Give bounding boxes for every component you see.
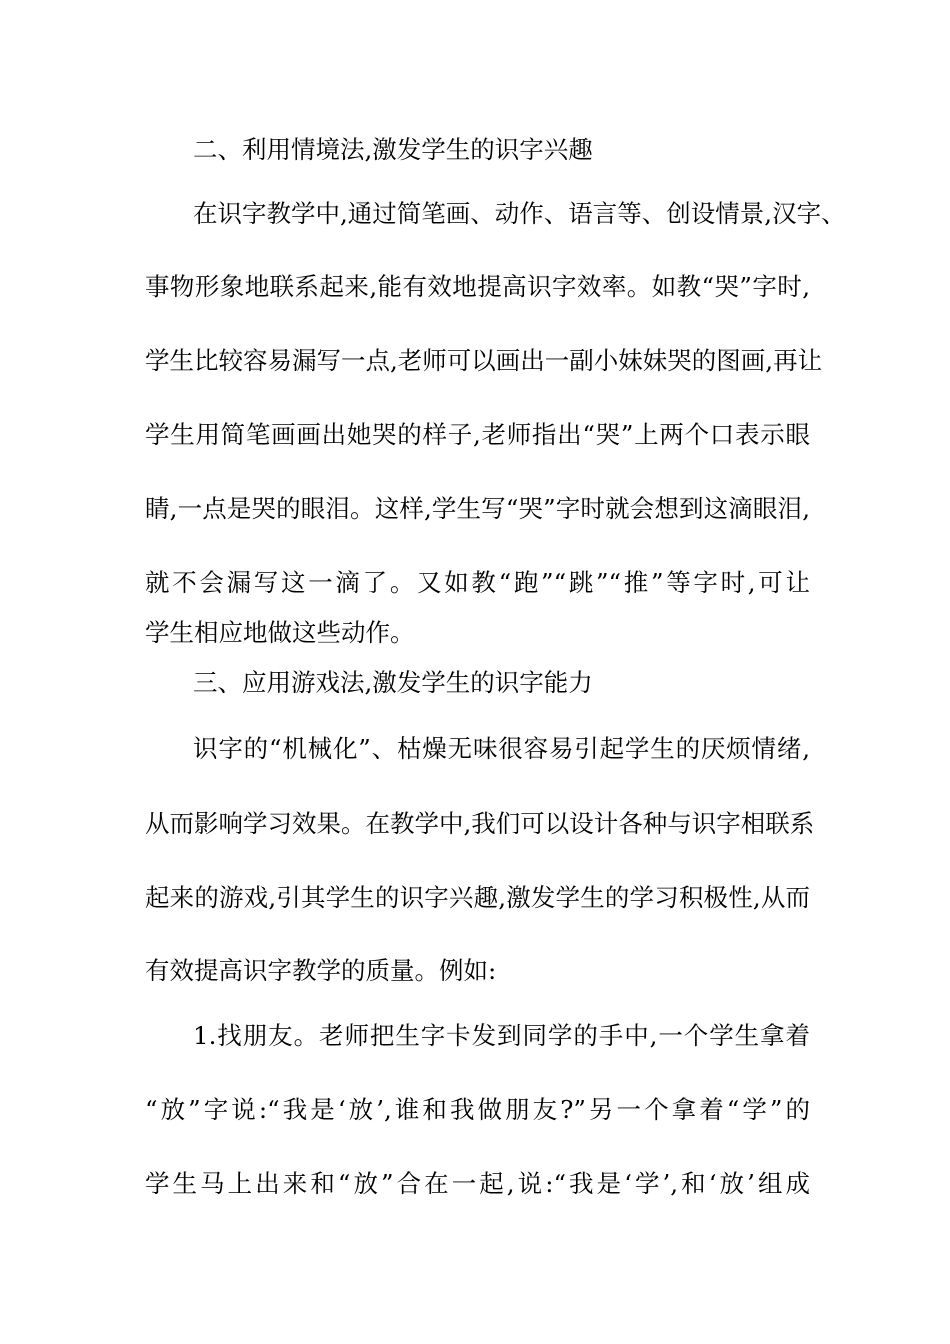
paragraph-line: 就不会漏写这一滴了。又如教“跑”“跳”“推”等字时,可让 (145, 568, 810, 597)
paragraph-line: 在识字教学中,通过简笔画、动作、语言等、创设情景,汉字、 (193, 199, 846, 228)
paragraph-line: 起来的游戏,引其学生的识字兴趣,激发学生的学习积极性,从而 (145, 883, 810, 912)
paragraph-line: 学生用简笔画画出她哭的样子,老师指出“哭”上两个口表示眼 (145, 420, 810, 449)
paragraph-line: 从而影响学习效果。在教学中,我们可以设计各种与识字相联系 (145, 809, 815, 838)
paragraph-line: 学生马上出来和“放”合在一起,说:“我是‘学’,和‘放’组成 (145, 1169, 810, 1198)
heading-section-2: 二、利用情境法,激发学生的识字兴趣 (193, 135, 593, 164)
paragraph-line: 1.找朋友。老师把生字卡发到同学的手中,一个学生拿着 (193, 1021, 810, 1050)
paragraph-line: 事物形象地联系起来,能有效地提高识字效率。如教“哭”字时, (145, 272, 810, 301)
paragraph-line: “放”字说:“我是‘放’,谁和我做朋友?”另一个拿着“学”的 (145, 1095, 810, 1124)
paragraph-line: 学生比较容易漏写一点,老师可以画出一副小妹妹哭的图画,再让 (145, 346, 823, 375)
paragraph-line: 睛,一点是哭的眼泪。这样,学生写“哭”字时就会想到这滴眼泪, (145, 494, 810, 523)
paragraph-line: 学生相应地做这些动作。 (145, 618, 415, 647)
heading-section-3: 三、应用游戏法,激发学生的识字能力 (193, 668, 593, 697)
paragraph-line: 有效提高识字教学的质量。例如: (145, 956, 497, 985)
paragraph-line: 识字的“机械化”、枯燥无味很容易引起学生的厌烦情绪, (193, 734, 810, 763)
